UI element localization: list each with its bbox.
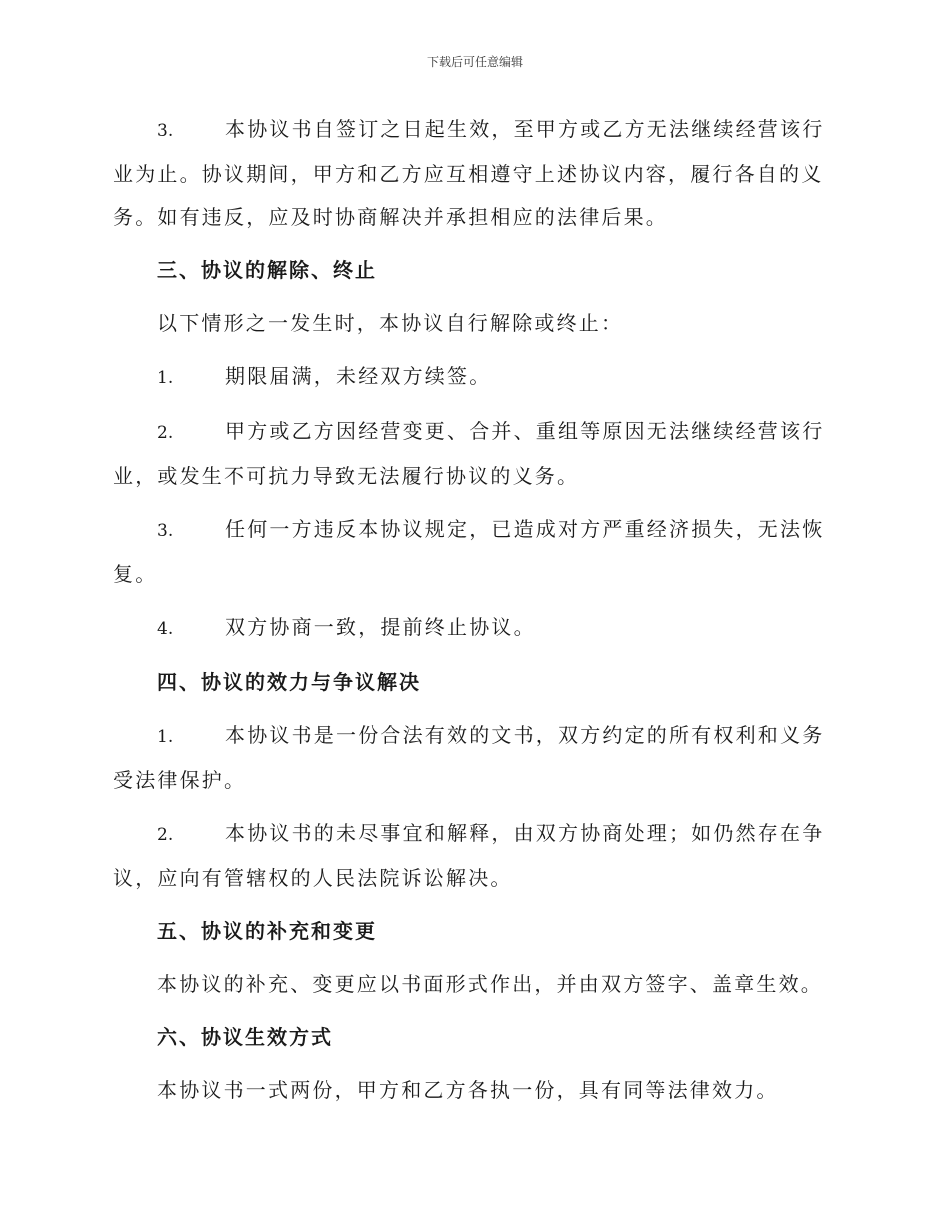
clause-item [113, 108, 838, 239]
section-heading: 六、协议生效方式 [157, 1025, 333, 1049]
document-body [113, 108, 838, 1122]
clause-number: 3. [157, 121, 174, 141]
clause-text: 本协议书是一份合法有效的文书，双方约定的所有权利和义务受法律保护。 [113, 723, 825, 792]
page-header: 下载后可任意编辑 [426, 55, 523, 69]
clause-text: 本协议书自签订之日起生效，至甲方或乙方无法继续经营该行业为止。协议期间，甲方和乙方应互相遵守上述协议内容，履行各自的义务。如有违反，应及时协商解决并承担相应的法律后果。 [113, 117, 825, 229]
clause-number: 2. [157, 423, 174, 443]
section-heading: 四、协议的效力与争议解决 [157, 670, 421, 694]
clause-item [113, 812, 838, 900]
paragraph: 本协议的补充、变更应以书面形式作出，并由双方签字、盖章生效。 [157, 972, 823, 996]
paragraph: 以下情形之一发生时，本协议自行解除或终止： [157, 311, 624, 335]
clause-text: 双方协商一致，提前终止协议。 [225, 615, 536, 639]
clause-text: 甲方或乙方因经营变更、合并、重组等原因无法继续经营该行业，或发生不可抗力导致无法履行协议的义务。 [113, 419, 825, 488]
clause-item [113, 606, 838, 651]
clause-number: 2. [157, 825, 174, 845]
clause-item [113, 410, 838, 498]
clause-number: 4. [157, 619, 174, 639]
section-heading: 三、协议的解除、终止 [157, 258, 377, 282]
clause-item [113, 355, 838, 400]
clause-text: 任何一方违反本协议规定，已造成对方严重经济损失，无法恢复。 [113, 517, 825, 586]
clause-text: 本协议书的未尽事宜和解释，由双方协商处理；如仍然存在争议，应向有管辖权的人民法院诉讼解决。 [113, 821, 825, 890]
paragraph: 本协议书一式两份，甲方和乙方各执一份，具有同等法律效力。 [157, 1078, 779, 1102]
clause-number: 3. [157, 521, 174, 541]
section-heading: 五、协议的补充和变更 [157, 919, 377, 943]
clause-text: 期限届满，未经双方续签。 [225, 364, 492, 388]
clause-item [113, 508, 838, 596]
clause-number: 1. [157, 727, 174, 747]
clause-number: 1. [157, 368, 174, 388]
clause-item [113, 714, 838, 802]
